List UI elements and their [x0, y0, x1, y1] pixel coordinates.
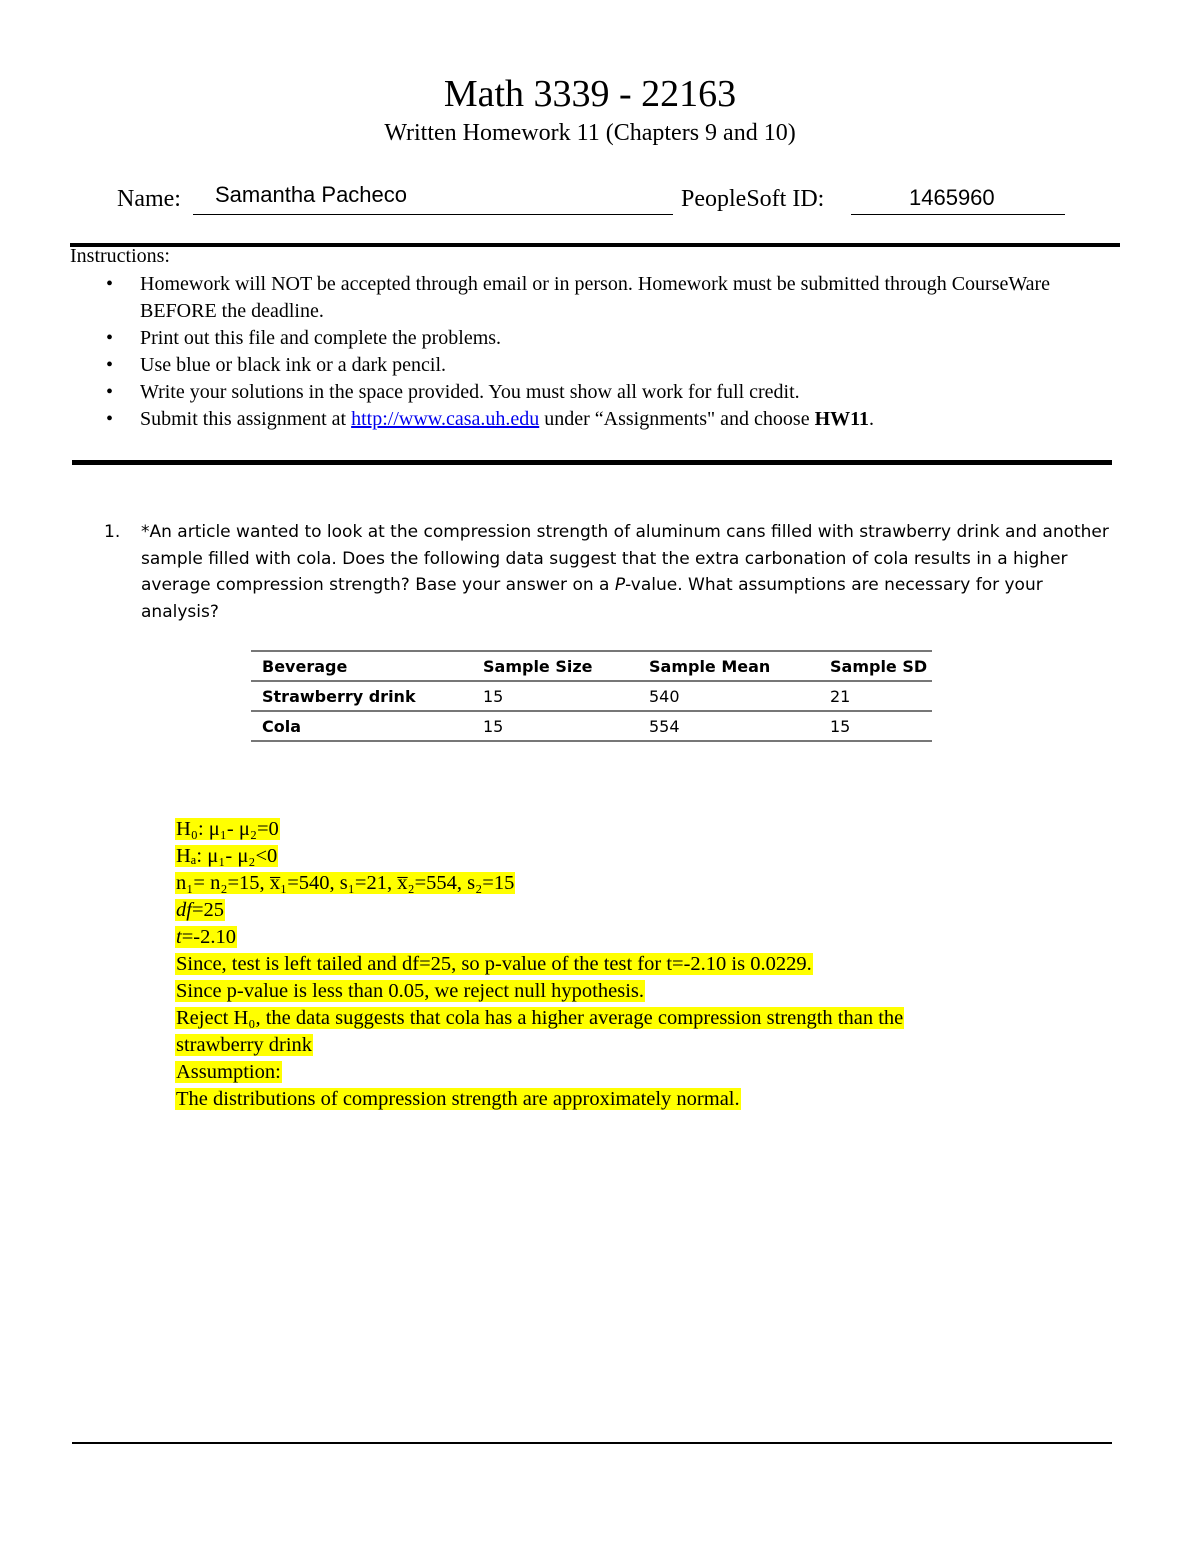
peoplesoft-id-label: PeopleSoft ID: — [681, 186, 825, 212]
instruction-item: • Print out this file and complete the problems. — [100, 325, 1110, 352]
table-cell: 15 — [830, 716, 851, 736]
solution-compare: Since p-value is less than 0.05, we reject null hypothesis. — [176, 980, 644, 1002]
table-cell: 554 — [649, 716, 680, 736]
table-cell: Cola — [262, 716, 302, 736]
name-value: Samantha Pacheco — [215, 182, 408, 207]
solution-assumption-text: The distributions of compression strength are approximately normal. — [176, 1088, 740, 1110]
instruction-item: • Use blue or black ink or a dark pencil. — [100, 352, 1110, 379]
solution-t: t=-2.10 — [176, 926, 236, 948]
table-header-row — [251, 651, 932, 681]
table-cell: Strawberry drink — [262, 686, 416, 706]
solution-assumption-label: Assumption: — [176, 1061, 281, 1083]
solution-reject-line-1: Reject H₀, the data suggests that cola has a higher average compression strength than the — [176, 1007, 904, 1029]
bullet-icon: • — [106, 381, 114, 403]
question-text: *An article wanted to look at the compression strength of aluminum cans filled with strawberry drink and another sample filled with cola. Does the following data suggest that the extra carbonation of cola results in a higher average compression strength? Base your answer on a P-value. What assumptions are necessary for your analysis? — [141, 522, 1109, 622]
bullet-icon: • — [106, 354, 114, 376]
casa-link[interactable]: http://www.casa.uh.edu — [351, 408, 540, 430]
middle-divider — [72, 460, 1112, 465]
table-header-cell: Sample SD — [830, 656, 928, 676]
instructions-label: Instructions: — [70, 245, 170, 267]
solution-block — [175, 816, 1055, 1113]
table-cell: 15 — [483, 686, 504, 706]
table-cell: 21 — [830, 686, 851, 706]
solution-pvalue: Since, test is left tailed and df=25, so p-value of the test for t=-2.10 is 0.0229. — [176, 953, 812, 975]
bullet-icon: • — [106, 327, 114, 349]
bottom-divider — [72, 1442, 1112, 1444]
solution-samples: n₁= n₂=15, x̅₁=540, s₁=21, x̅₂=554, s₂=15 — [176, 872, 515, 894]
page-subtitle: Written Homework 11 (Chapters 9 and 10) — [384, 120, 796, 146]
peoplesoft-id-value: 1465960 — [909, 185, 995, 210]
table-row — [251, 681, 932, 711]
bullet-icon: • — [106, 273, 114, 295]
instruction-item: • Homework will NOT be accepted through email or in person. Homework must be submitted through CourseWare BEFORE the deadline. — [106, 273, 1051, 322]
bullet-icon: • — [106, 408, 114, 430]
table-header-cell: Sample Size — [483, 656, 593, 676]
top-divider — [70, 243, 1120, 247]
question-number: 1. — [104, 522, 121, 542]
page-title: Math 3339 - 22163 — [443, 73, 737, 115]
table-row — [251, 711, 932, 741]
table-cell: 540 — [649, 686, 680, 706]
table-cell: 15 — [483, 716, 504, 736]
table-header-cell: Beverage — [262, 656, 348, 676]
instruction-item: • Write your solutions in the space provided. You must show all work for full credit. — [100, 379, 1110, 406]
solution-df: df=25 — [176, 899, 225, 921]
name-label: Name: — [117, 186, 181, 212]
solution-alt-hypothesis: Hₐ: μ₁- μ₂<0 — [176, 845, 278, 867]
peoplesoft-id-line — [851, 214, 1065, 215]
table-header-cell: Sample Mean — [649, 656, 771, 676]
name-line — [193, 214, 673, 215]
student-info-row — [117, 182, 1077, 222]
instructions-list — [100, 271, 1110, 433]
instruction-item-submit: • Submit this assignment at http://www.casa.uh.edu under “Assignments" and choose HW11. — [100, 406, 1110, 433]
beverage-data-table — [251, 650, 932, 742]
solution-reject-line-2: strawberry drink — [176, 1034, 313, 1056]
solution-null-hypothesis: H₀: μ₁- μ₂=0 — [176, 818, 279, 840]
